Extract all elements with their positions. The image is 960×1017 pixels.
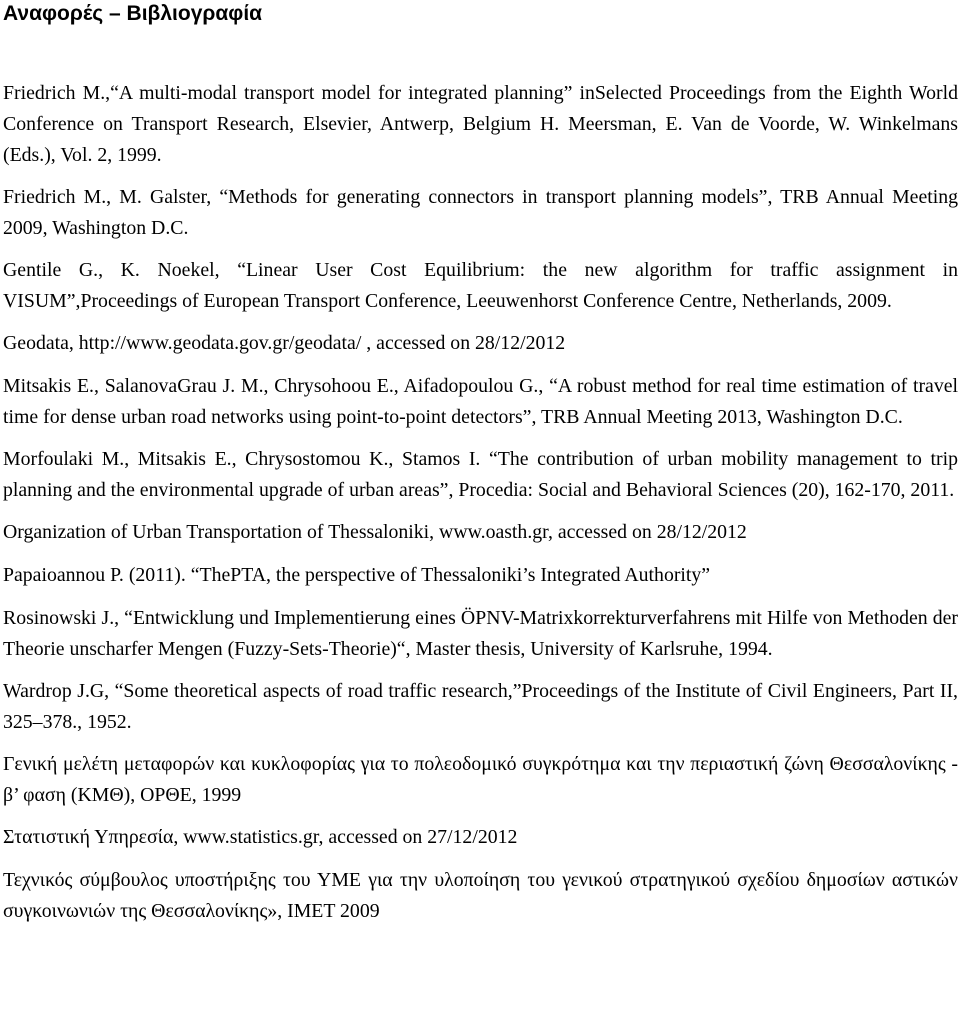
reference-list: [3, 78, 958, 938]
reference-item: Γενική μελέτη μεταφορών και κυκλοφορίας για το πολεοδομικό συγκρότημα και την περιαστική ζώνη Θεσσαλονίκης - β’ φαση (ΚΜΘ), ΟΡΘΕ, 1999: [3, 753, 958, 806]
reference-item: Wardrop J.G, “Some theoretical aspects of road traffic research,”Proceedings of the Institute of Civil Engineers, Part II, 325–378., 1952.: [3, 680, 958, 733]
reference-item: Organization of Urban Transportation of Thessaloniki, www.oasth.gr, accessed on 28/12/2012: [3, 521, 747, 543]
reference-item: Friedrich M., M. Galster, “Methods for generating connectors in transport planning models”, TRB Annual Meeting 2009, Washington D.C.: [3, 186, 958, 239]
reference-item: Gentile G., K. Noekel, “Linear User Cost Equilibrium: the new algorithm for traffic assignment in VISUM”,Proceedings of European Transport Conference, Leeuwenhorst Conference Centre, Netherlands, 2009.: [3, 259, 958, 312]
reference-item: Στατιστική Υπηρεσία, www.statistics.gr, accessed on 27/12/2012: [3, 826, 518, 848]
reference-item: Geodata, http://www.geodata.gov.gr/geodata/ , accessed on 28/12/2012: [3, 332, 566, 354]
reference-item: Friedrich M.,“A multi-modal transport model for integrated planning” inSelected Proceedings from the Eighth World Conference on Transport Research, Elsevier, Antwerp, Belgium H. Meersman, E. Van de Voorde, W. Winkelmans (Eds.), Vol. 2, 1999.: [3, 82, 958, 166]
reference-item: Morfoulaki M., Mitsakis E., Chrysostomou K., Stamos I. “The contribution of urban mobility management to trip planning and the environmental upgrade of urban areas”, Procedia: Social and Behavioral Sciences (20), 162-170, 2011.: [3, 448, 958, 501]
reference-item: Τεχνικός σύμβουλος υποστήριξης του ΥΜΕ για την υλοποίηση του γενικού στρατηγικού σχεδίου δημοσίων αστικών συγκοινωνιών της Θεσσαλονίκης», ΙΜΕΤ 2009: [3, 869, 958, 922]
section-heading: Αναφορές – Βιβλιογραφία: [3, 2, 263, 25]
reference-item: Mitsakis E., SalanovaGrau J. M., Chrysohoou E., Aifadopoulou G., “A robust method for real time estimation of travel time for dense urban road networks using point-to-point detectors”, TRB Annual Meeting 2013, Washington D.C.: [3, 375, 958, 428]
reference-item: Rosinowski J., “Entwicklung und Implementierung eines ÖPNV-Matrixkorrekturverfahrens mit Hilfe von Methoden der Theorie unscharfer Mengen (Fuzzy-Sets-Theorie)“, Master thesis, University of Karlsruhe, 1994.: [3, 607, 958, 660]
reference-item: Papaioannou P. (2011). “ThePTA, the perspective of Thessaloniki’s Integrated Authority”: [3, 564, 711, 586]
